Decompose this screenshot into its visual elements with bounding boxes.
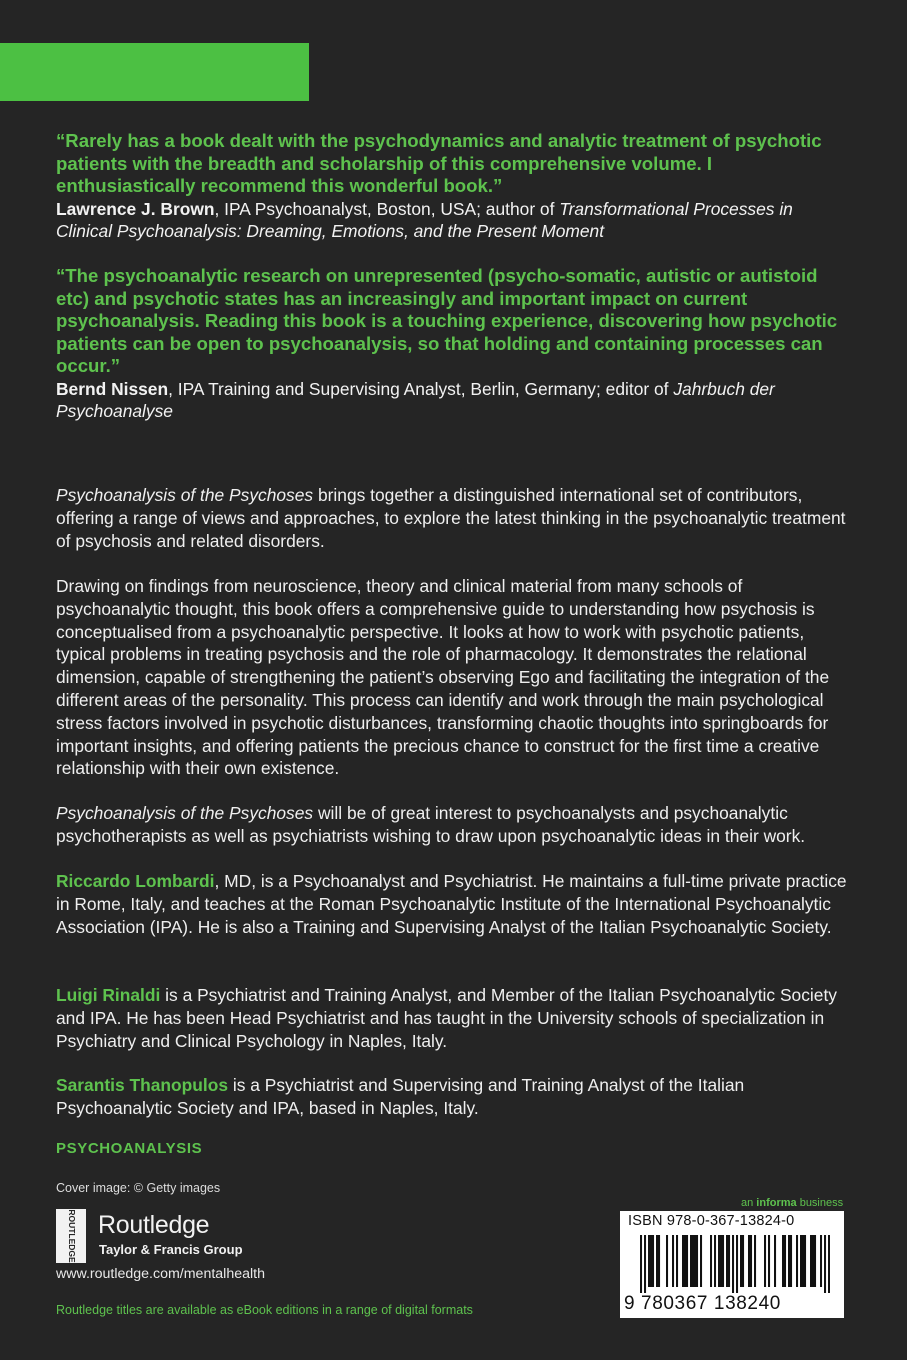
description-text: will be of great interest to psychoanalysts and psychoanalytic psychotherapists as well as psychiatrists wishing to draw upon psychoanalytic ideas in their work. (56, 803, 806, 846)
barcode-icon (640, 1235, 830, 1293)
barcode-bar (710, 1235, 712, 1287)
author-bio-3 (56, 1074, 851, 1120)
endorsement-quote: “The psychoanalytic research on unrepresented (psycho-somatic, autistic or autistoid etc) and psychotic states has an increasingly and important impact on current psychoanalysis. Reading this book is a touching experience, discovering how psychotic patients can be open to psychoanalysis, so that holding and containing processes can occur.” (56, 265, 838, 376)
barcode-bar (718, 1235, 720, 1287)
informa-brand: informa (756, 1197, 797, 1209)
endorser-role: , IPA Training and Supervising Analyst, Berlin, Germany; editor of (168, 378, 674, 399)
barcode-bar (782, 1235, 784, 1287)
barcode-bar (648, 1235, 650, 1287)
barcode-bar (690, 1235, 692, 1287)
barcode-bar (790, 1235, 792, 1287)
endorsement-attribution (56, 198, 851, 243)
barcode-bar (652, 1235, 654, 1287)
endorser-work: Jahrbuch der Psychoanalyse (56, 378, 775, 421)
barcode-box (620, 1211, 844, 1318)
barcode-bar (810, 1235, 812, 1287)
barcode-bar (694, 1235, 696, 1287)
barcode-bar (788, 1235, 790, 1287)
author-bio-2 (56, 984, 851, 1052)
barcode-bar (764, 1235, 766, 1287)
author-bio: is a Psychiatrist and Training Analyst, and Member of the Italian Psychoanalytic Society and IPA. He has been Head Psychiatrist and has taught in the University schools of specialization in Psychiatry and Clinical Psychology in Naples, Italy. (56, 985, 837, 1051)
barcode-bar (804, 1235, 806, 1287)
barcode-bar (656, 1235, 658, 1287)
endorser-work: Transformational Processes in Clinical Psychoanalysis: Dreaming, Emotions, and the Present Moment (56, 198, 793, 241)
barcode-bar (686, 1235, 688, 1287)
description-paragraph-3 (56, 802, 851, 848)
barcode-bar (640, 1235, 642, 1293)
isbn-label: ISBN 978-0-367-13824-0 (628, 1213, 795, 1229)
barcode-bar (684, 1235, 686, 1287)
barcode-bar (736, 1235, 738, 1293)
endorser-name: Bernd Nissen (56, 378, 169, 399)
barcode-bar (768, 1235, 770, 1287)
barcode-bar (820, 1235, 822, 1287)
barcode-bar (742, 1235, 744, 1287)
barcode-bar (784, 1235, 786, 1287)
barcode-bar (824, 1235, 826, 1293)
author-bio: , MD, is a Psychoanalyst and Psychiatrist. He maintains a full-time private practice in Rome, Italy, and teaches at the Roman Psychoanalytic Institute of the International Psychoanalytic Association (IPA). He is also a Training and Supervising Analyst of the Italian Psychoanalytic Society. (56, 871, 847, 937)
author-name: Riccardo Lombardi (56, 871, 215, 891)
barcode-bar (732, 1235, 734, 1293)
green-header-bar (0, 43, 309, 101)
barcode-bar (682, 1235, 684, 1287)
author-name: Luigi Rinaldi (56, 985, 161, 1005)
barcode-bar (692, 1235, 694, 1287)
barcode-bar (676, 1235, 678, 1287)
endorsement-1 (56, 130, 851, 243)
barcode-bar (748, 1235, 750, 1287)
routledge-mark-icon (56, 1209, 86, 1263)
barcode-digits: 9 780367 138240 (624, 1293, 781, 1314)
barcode-bar (666, 1235, 668, 1287)
barcode-bar (672, 1235, 674, 1287)
author-bio-1 (56, 870, 851, 938)
barcode-bar (828, 1235, 830, 1293)
endorsement-2 (56, 265, 851, 423)
informa-tagline: an informa business (741, 1197, 844, 1209)
publisher-website[interactable]: www.routledge.com/mentalhealth (56, 1266, 265, 1282)
subject-category: PSYCHOANALYSIS (56, 1140, 203, 1157)
barcode-bar (754, 1235, 756, 1287)
barcode-bar (750, 1235, 752, 1287)
barcode-bar (644, 1235, 646, 1293)
description-text: brings together a distinguished international set of contributors, offering a range of views and approaches, to explore the latest thinking in the psychoanalytic treatment of psychosis and related disorders. (56, 485, 846, 551)
publisher-group: Taylor & Francis Group (99, 1242, 243, 1257)
barcode-bar (696, 1235, 698, 1287)
barcode-bar (658, 1235, 660, 1287)
barcode-bar (728, 1235, 730, 1287)
book-title: Psychoanalysis of the Psychoses (56, 485, 314, 505)
barcode-bar (722, 1235, 724, 1287)
endorsement-attribution (56, 378, 851, 423)
barcode-bar (774, 1235, 776, 1287)
barcode-bar (720, 1235, 722, 1287)
endorser-role: , IPA Psychoanalyst, Boston, USA; author of (214, 198, 560, 219)
endorsement-quote: “Rarely has a book dealt with the psychodynamics and analytic treatment of psychotic patients with the breadth and scholarship of this comprehensive volume. I enthusiastically recommend this wonderful book.” (56, 130, 822, 196)
description-paragraph-2 (56, 575, 851, 780)
barcode-bar (814, 1235, 816, 1287)
barcode-bar (796, 1235, 798, 1287)
author-bio: is a Psychiatrist and Supervising and Training Analyst of the Italian Psychoanalytic Society and IPA, based in Naples, Italy. (56, 1075, 745, 1118)
description-paragraph-1 (56, 484, 851, 552)
routledge-vertical-mark: ROUTLEDGE (66, 1209, 77, 1263)
barcode-bar (726, 1235, 728, 1287)
publisher-name: Routledge (98, 1211, 210, 1239)
barcode-bar (802, 1235, 804, 1287)
barcode-bar (714, 1235, 716, 1287)
book-title: Psychoanalysis of the Psychoses (56, 803, 314, 823)
ebook-note: Routledge titles are available as eBook editions in a range of digital formats (56, 1303, 473, 1317)
barcode-bar (650, 1235, 652, 1287)
description-text: Drawing on findings from neuroscience, theory and clinical material from many schools of psychoanalytic thought, this book offers a comprehensive guide to understanding how psychosis is conceptualised from a psychoanalytic perspective. It looks at how to work with psychotic patients, typical problems in treating psychosis and the role of pharmacology. It demonstrates the relational dimension, capable of strengthening the patient’s observing Ego and facilitating the integration of the different areas of the personality. This process can identify and work through the main psychological stress factors involved in psychotic disturbances, transforming chaotic thoughts into springboards for important insights, and offering patients the precious chance to construct for the first time a creative relationship with their own existence. (56, 576, 830, 779)
routledge-logo (56, 1207, 256, 1265)
author-name: Sarantis Thanopulos (56, 1075, 228, 1095)
barcode-bar (800, 1235, 802, 1287)
barcode-bar (700, 1235, 702, 1287)
endorser-name: Lawrence J. Brown (56, 198, 215, 219)
cover-image-credit: Cover image: © Getty images (56, 1181, 221, 1195)
barcode-bar (740, 1235, 742, 1287)
barcode-bar (812, 1235, 814, 1287)
